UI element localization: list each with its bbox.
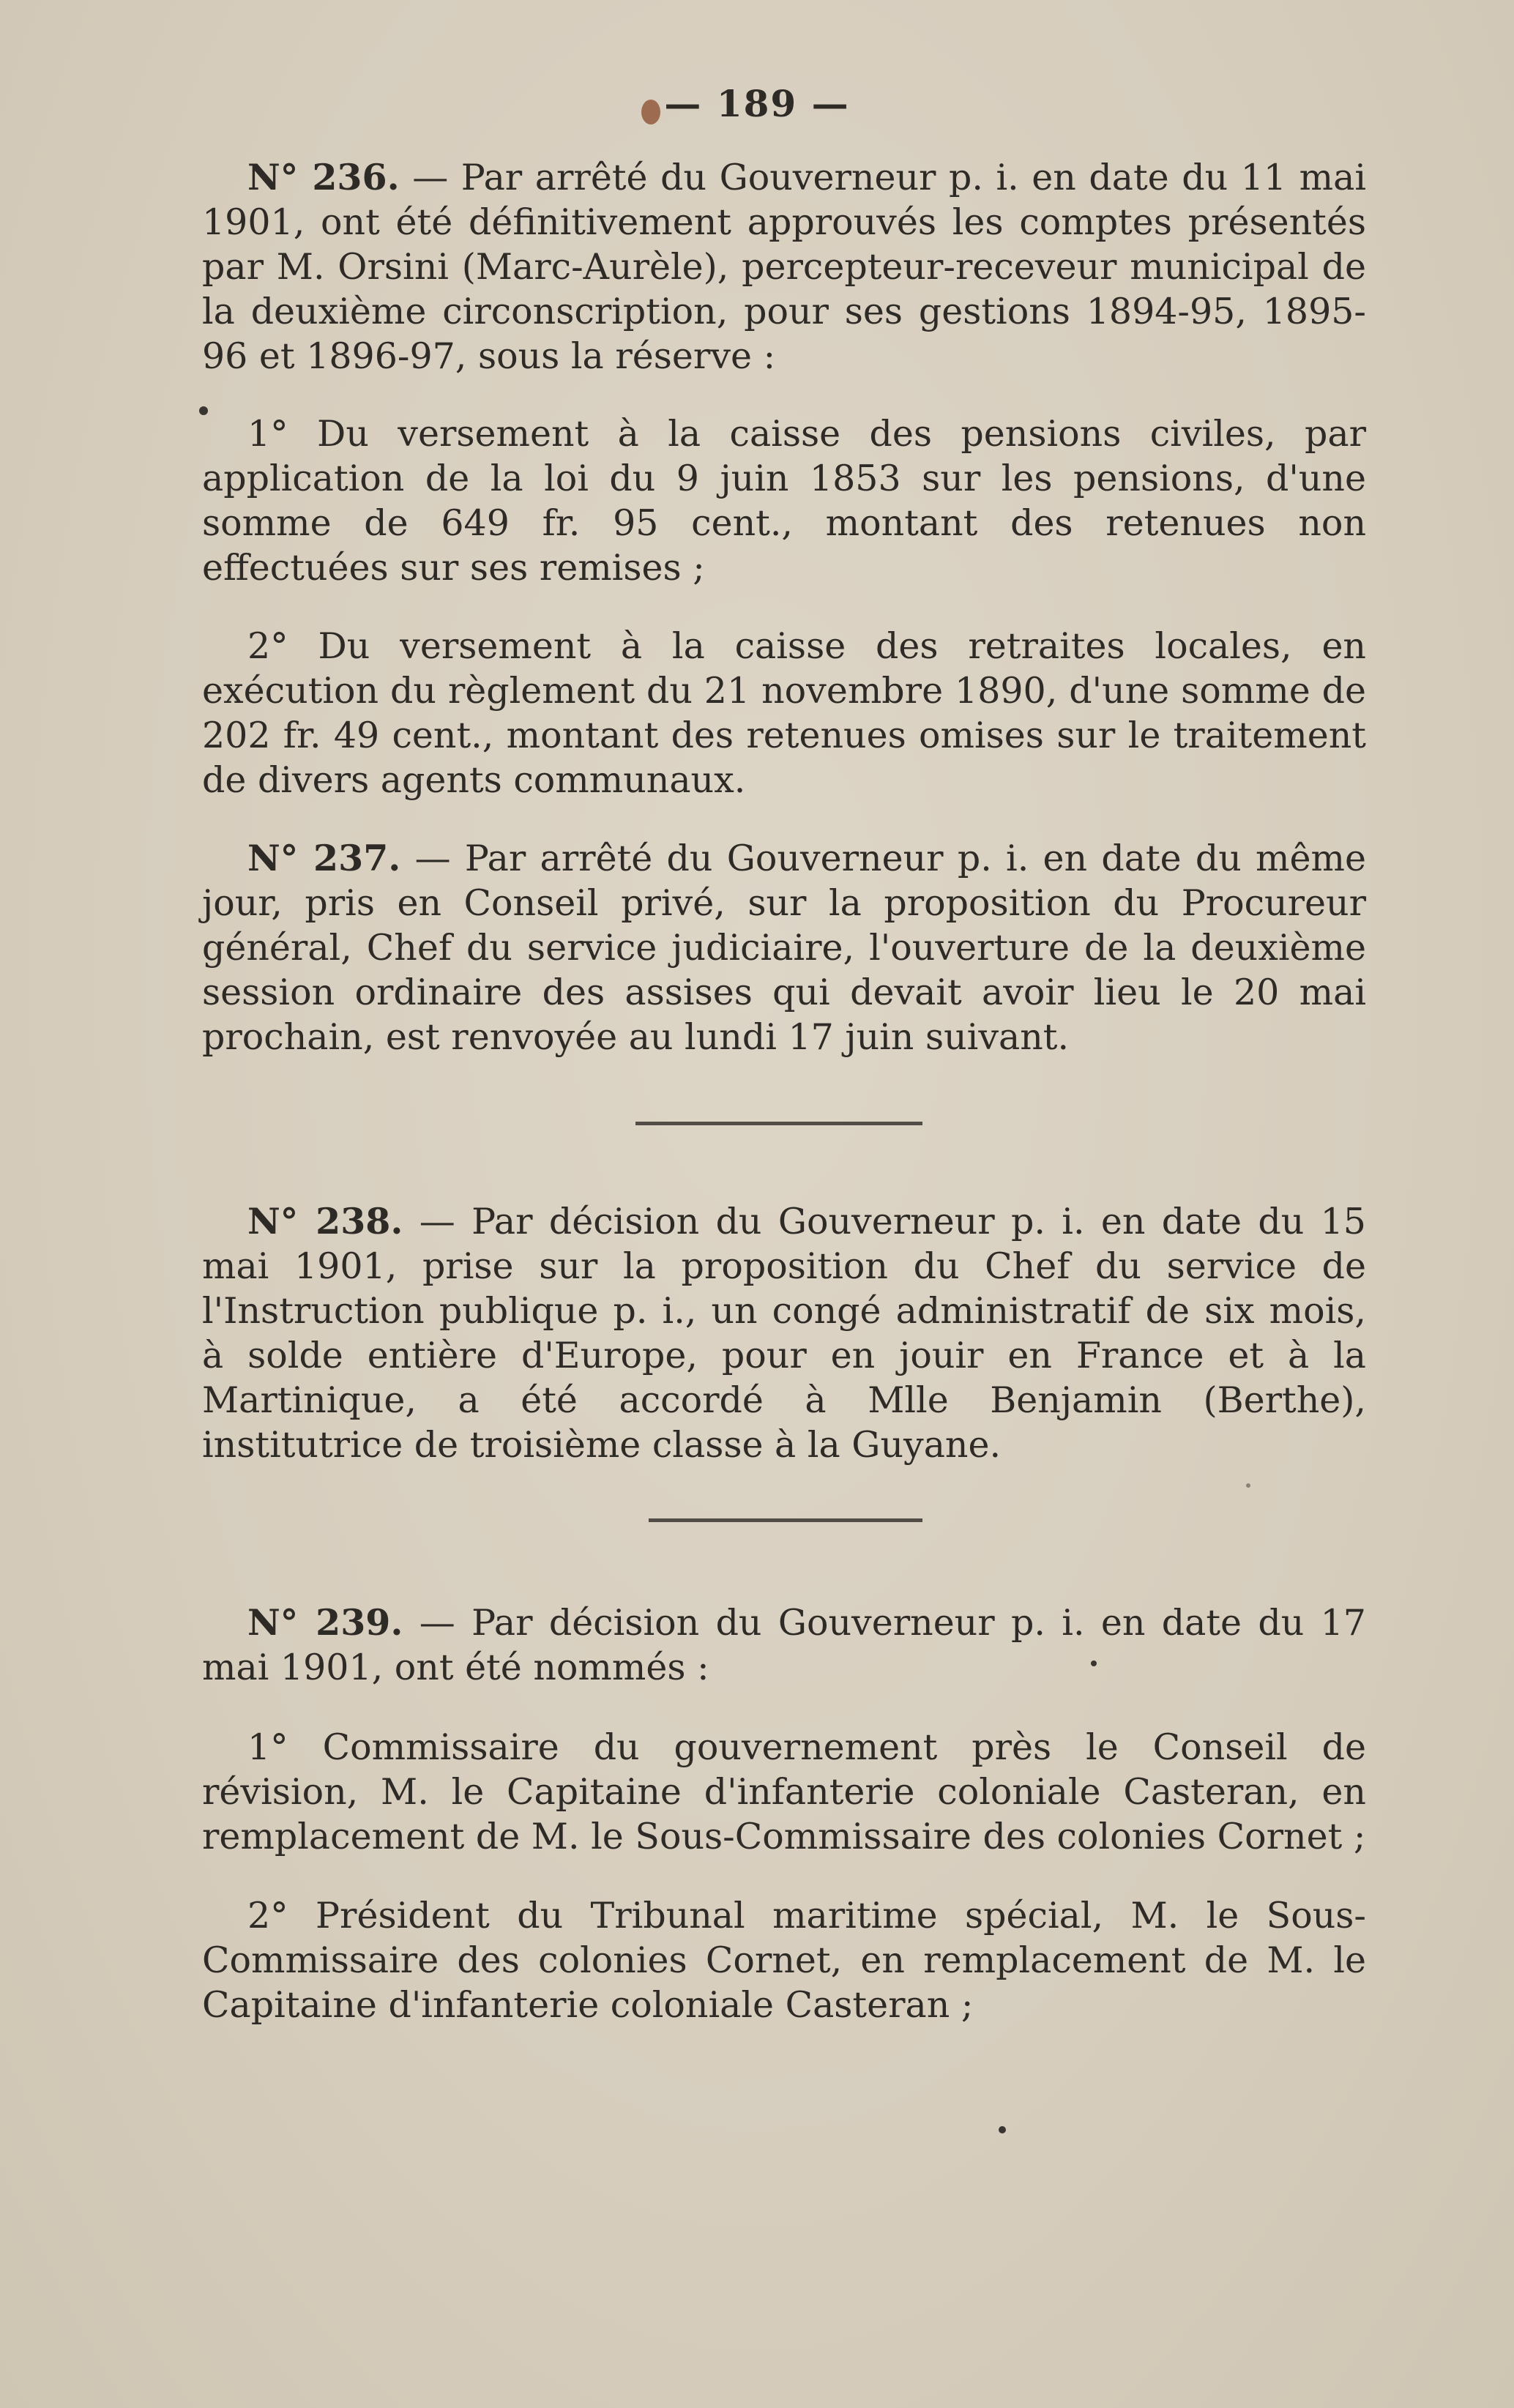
page-number: — 189 —: [664, 82, 850, 125]
entry-237-number: N° 237.: [247, 837, 401, 879]
paper-speck: [1091, 1660, 1097, 1666]
entry-236-item-2: 2° Du versement à la caisse des retraites locales, en exécution du règlement du 21 novembre 1890, d'une somme de 202 fr. 49 cent., montant des retenues omises sur le traitement de divers agents communaux.: [202, 625, 1366, 801]
entry-237-text: — Par arrêté du Gouverneur p. i. en date du même jour, pris en Conseil privé, sur la proposition du Procureur général, Chef du service judiciaire, l'ouverture de la deuxième session ordinaire des assises qui devait avoir lieu le 20 mai prochain, est renvoyée au lundi 17 juin suivant.: [202, 838, 1366, 1058]
entry-236-text: — Par arrêté du Gouverneur p. i. en date du 11 mai 1901, ont été définitivement approuvés les comptes présentés par M. Orsini (Marc-Aurèle), percepteur-receveur municipal de la deuxième circonscription, pour ses gestions 1894-95, 1895-96 et 1896-97, sous la réserve :: [202, 157, 1366, 377]
entry-236-item-1: 1° Du versement à la caisse des pensions civiles, par application de la loi du 9 juin 1853 sur les pensions, d'une somme de 649 fr. 95 cent., montant des retenues non effectuées sur ses remises ;: [202, 413, 1366, 589]
entry-236-intro: [202, 155, 1366, 379]
entry-239-number: N° 239.: [247, 1601, 403, 1644]
entry-236-number: N° 236.: [247, 156, 400, 198]
entry-238-number: N° 238.: [247, 1200, 403, 1242]
separator-rule: [635, 1122, 922, 1125]
entry-238-text: — Par décision du Gouverneur p. i. en date du 15 mai 1901, prise sur la proposition du Chef du service de l'Instruction publique p. i., un congé administratif de six mois, à solde entière d'Europe, pour en jouir en France et à la Martinique, a été accordé à Mlle Benjamin (Berthe), institutrice de troisième classe à la Guyane.: [202, 1201, 1366, 1466]
entry-238: [202, 1199, 1366, 1467]
paper-speck: [1246, 1483, 1250, 1488]
entry-239-item-2: 2° Président du Tribunal maritime spécial, M. le Sous-Commissaire des colonies Cornet, en remplacement de M. le Capitaine d'infanterie coloniale Casteran ;: [202, 1895, 1366, 2026]
entry-239-item-1: 1° Commissaire du gouvernement près le Conseil de révision, M. le Capitaine d'infanterie coloniale Casteran, en remplacement de M. le Sous-Commissaire des colonies Cornet ;: [202, 1726, 1366, 1857]
entry-239-intro: [202, 1600, 1366, 1690]
entry-237: [202, 836, 1366, 1059]
separator-rule: [649, 1518, 922, 1522]
paper-speck: [999, 2126, 1006, 2133]
paper-speck: [199, 406, 208, 415]
entry-239-text: — Par décision du Gouverneur p. i. en date du 17 mai 1901, ont été nommés :: [202, 1602, 1366, 1688]
